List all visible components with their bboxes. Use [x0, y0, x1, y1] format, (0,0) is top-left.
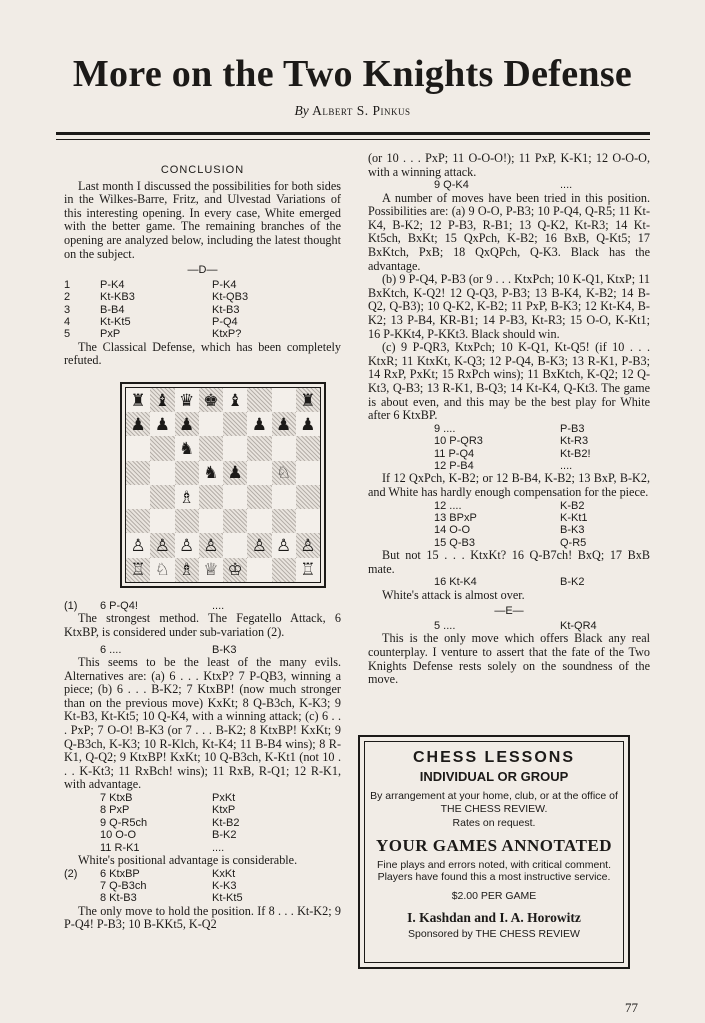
move-label: [368, 423, 404, 435]
move-label: 4: [64, 315, 71, 328]
white-move: 8 Kt-B3: [100, 892, 137, 905]
white-move: 12 P-B4: [434, 459, 474, 472]
move-label: [368, 512, 404, 524]
analysis-paragraph: The strongest method. The Fegatello Attack, 6 KtxBP, is considered under sub-variation (2).: [64, 611, 341, 639]
black-move: PxKt: [212, 791, 236, 804]
board-square: [272, 388, 296, 412]
white-move: B-B4: [100, 303, 125, 316]
ad-rates: Rates on request.: [452, 817, 536, 829]
black-move: P-K4: [212, 278, 237, 291]
move-label: 1: [64, 278, 71, 291]
board-square: ♜: [296, 388, 320, 412]
black-move: Kt-B2: [212, 816, 240, 829]
board-square: [296, 461, 320, 485]
move-label: [64, 892, 100, 904]
board-square: [272, 558, 296, 582]
white-move: 6 KtxBP: [100, 867, 140, 880]
board-square: ♕: [199, 558, 223, 582]
move-label: [368, 448, 404, 460]
black-move: B-K3: [560, 524, 585, 537]
move-label: [368, 500, 404, 512]
header-rule-thin: [56, 139, 650, 140]
ad-heading: CHESS LESSONS: [412, 749, 576, 766]
move-label: (2): [64, 867, 78, 880]
board-square: [272, 436, 296, 460]
analysis-paragraph: This seems to be the least of the many evils. Alternatives are: (a) 6 . . . KtxP? 7 P-QB3, winning a piece; (b) 6 . . . B-K2; 7 KtxBP! (now much stronger than on the previous move) KxKt; 8 Q-B3ch, K-K3; 9 Kt-B3, Kt-Kt5; 10 Q-K4, with a winning attack; (c) 6 . . . PxP; 7 O-O! B-K3 (or 7 . . . B-K2; 8 KtxBP! KxKt; 9 Q-B3ch, K-K3; 10 R-Klch, Kt-K4; 11 B-B4 wins); 8 R-K1, Q-Q2; 9 KtxBP! KxKt; 10 Q-B3ch, K-Kt1 (not 10 . . . K-Kt3; 11 RxBch! wins); 11 RxB, R-Q1; 12 R-K1, with advantage.: [64, 654, 341, 792]
white-move: 12 ....: [434, 499, 462, 512]
analysis-paragraph: But not 15 . . . KtxKt? 16 Q-B7ch! BxQ; 17 BxB mate.: [368, 548, 650, 576]
move-label: [64, 817, 100, 829]
board-square: ♟: [126, 412, 150, 436]
white-move: 14 O-O: [434, 524, 471, 537]
board-square: [126, 509, 150, 533]
move-row: [368, 500, 650, 512]
white-move: P-K4: [100, 278, 125, 291]
conclusion-heading: CONCLUSION: [160, 164, 245, 176]
board-square: ♙: [272, 533, 296, 557]
analysis-paragraph: The only move to hold the position. If 8 . . . Kt-K2; 9 P-Q4! P-B3; 10 B-KKt5, K-Q2: [64, 903, 341, 932]
left-column: [64, 162, 341, 932]
ad-subheading: INDIVIDUAL OR GROUP: [419, 769, 569, 784]
ad-text: By arrangement at your home, club, or at the office of THE CHESS REVIEW.: [370, 790, 618, 815]
board-square: [150, 436, 174, 460]
white-move: 11 R-K1: [100, 841, 140, 854]
board-square: ♟: [175, 412, 199, 436]
move-row: [368, 524, 650, 536]
black-move: KxKt: [212, 867, 236, 880]
board-square: ♝: [223, 388, 247, 412]
board-square: [247, 388, 271, 412]
move-row: [64, 291, 341, 303]
board-square: [247, 436, 271, 460]
black-move: K-B2: [560, 499, 585, 512]
board-square: ♗: [175, 558, 199, 582]
black-move: B-K2: [212, 829, 237, 842]
board-square: ♟: [272, 412, 296, 436]
move-row: [64, 328, 341, 340]
board-square: [296, 485, 320, 509]
move-list: [368, 179, 650, 191]
board-square: ♙: [126, 533, 150, 557]
move-label: 3: [64, 303, 71, 316]
board-square: ♘: [272, 461, 296, 485]
move-row: [64, 829, 341, 841]
move-label: 2: [64, 291, 71, 304]
board-square: ♗: [175, 485, 199, 509]
black-move: Kt-B2!: [560, 447, 591, 460]
board-square: ♝: [150, 388, 174, 412]
board-square: [223, 436, 247, 460]
move-list: [64, 279, 341, 341]
board-square: ♙: [199, 533, 223, 557]
section-e-heading: —E—: [494, 605, 524, 618]
black-move: ....: [212, 599, 225, 612]
move-row: [64, 304, 341, 316]
black-move: B-K2: [560, 576, 585, 589]
move-label: [64, 880, 100, 892]
move-row: [64, 817, 341, 829]
black-move: Kt-Kt5: [212, 892, 243, 905]
black-move: K-Kt1: [560, 511, 588, 524]
black-move: ....: [560, 179, 573, 192]
board-square: [199, 509, 223, 533]
chess-diagram: [120, 382, 326, 588]
white-move: Kt-KB3: [100, 291, 135, 304]
board-square: ♟: [223, 461, 247, 485]
board-square: [223, 485, 247, 509]
white-move: 6 P-Q4!: [100, 599, 138, 612]
black-move: KtxP: [212, 804, 236, 817]
move-row: [64, 804, 341, 816]
black-move: Q-R5: [560, 536, 587, 549]
black-move: Kt-R3: [560, 435, 589, 448]
analysis-paragraph: White's positional advantage is considerable.: [78, 852, 298, 867]
ad-inner-border: [364, 741, 624, 963]
article-title: More on the Two Knights Defense: [72, 53, 633, 95]
intro-paragraph: Last month I discussed the possibilities for both sides in the Wilkes-Barre, Fritz, and Ulvestad Variations of this interesting opening. In every case, White emerged with the better game. The remaining branches of the opening are analyzed below, including the latest thought on the subject.: [64, 178, 341, 261]
board-square: [126, 461, 150, 485]
white-move: Kt-Kt5: [100, 315, 131, 328]
board-square: ♘: [150, 558, 174, 582]
analysis-paragraph: This is the only move which offers Black any real counterplay. I venture to assert that the fate of the Two Knights Defense rests solely on the soundness of the move.: [368, 631, 650, 687]
black-move: Kt-QR4: [560, 619, 597, 632]
move-list: [64, 792, 341, 854]
move-row: [64, 892, 341, 904]
ad-signature: I. Kashdan and I. A. Horowitz: [407, 910, 581, 925]
move-row: [64, 880, 341, 892]
analysis-paragraph: (c) 9 P-QR3, KtxPch; 10 K-Q1, Kt-Q5! (if 10 . . . KtxR; 11 KtxKt, K-Q3; 12 P-Q4, B-K3; 13 R-K1, P-B3; 14 RxP, PxKt; 15 RxPch wins); 11 BxKtch, K-Q2; 12 Q-Kt3, Q-B3; 13 R-K1, B-Q3; 14 Kt-K4, Q-Kt3. The game is about even, and this may be the best play for White after 6 KtxBP.: [368, 340, 650, 423]
analysis-paragraph: White's attack is almost over.: [382, 587, 525, 602]
page-number: 77: [625, 1000, 638, 1015]
move-list: [368, 576, 650, 588]
board-square: [175, 461, 199, 485]
white-move: 9 Q-R5ch: [100, 816, 148, 829]
board-square: ♟: [150, 412, 174, 436]
move-row: [64, 868, 341, 880]
board-square: [247, 558, 271, 582]
move-label: [64, 804, 100, 816]
board-square: [296, 509, 320, 533]
analysis-paragraph: (b) 9 P-Q4, P-B3 (or 9 . . . KtxPch; 10 K-Q1, KtxP; 11 BxKtch, K-Q2! 12 Q-Q3, P-B3; 13 B-K4, K-B2; 14 B-Q2, Q-B3); 10 Q-K2, K-B2; 11 PxP, B-K3; 12 Kt-K4, B-K2; 13 P-B4, KR-B1; 14 P-B3, Kt-R3; 15 O-O, K-Kt1; 16 P-KKt4, P-KKt3. Black should win.: [368, 272, 650, 341]
board-square: [223, 509, 247, 533]
board-square: [199, 412, 223, 436]
white-move: 11 P-Q4: [434, 447, 475, 460]
board-square: [126, 436, 150, 460]
board-square: [223, 412, 247, 436]
move-row: [64, 792, 341, 804]
move-label: (1): [64, 599, 78, 612]
white-move: 7 Q-B3ch: [100, 879, 147, 892]
board-square: [296, 436, 320, 460]
black-move: Kt-B3: [212, 303, 240, 316]
board-square: ♚: [199, 388, 223, 412]
black-move: B-K3: [212, 643, 237, 656]
board-square: [199, 485, 223, 509]
move-label: [64, 792, 100, 804]
black-move: ....: [560, 459, 573, 472]
analysis-paragraph: A number of moves have been tried in this position. Possibilities are: (a) 9 O-O, P-B3; 10 P-Q4, Q-R5; 11 Kt-K4, B-K2; 12 P-B3, R-B1; 13 Q-K2, Kt-R3; 14 Kt-Kt5ch, BxKt; 15 QxPch, K-B2; 16 BxB, Q-Kt5; 17 BxKtch, PxB; 18 QxQPch, Q-K3. Black has the advantage.: [368, 190, 650, 273]
black-move: P-B3: [560, 422, 585, 435]
move-row: [368, 179, 650, 191]
white-move: 10 P-QR3: [434, 435, 483, 448]
board-square: [199, 436, 223, 460]
board-square: ♙: [296, 533, 320, 557]
move-row: [64, 279, 341, 291]
white-move: 5 ....: [434, 619, 456, 632]
move-list: [368, 423, 650, 473]
board-square: ♙: [247, 533, 271, 557]
white-move: 9 ....: [434, 422, 456, 435]
black-move: KtxP?: [212, 328, 242, 341]
white-move: 15 Q-B3: [434, 536, 475, 549]
board-square: ♙: [175, 533, 199, 557]
white-move: 10 O-O: [100, 829, 137, 842]
black-move: ....: [212, 841, 225, 854]
board-square: ♖: [296, 558, 320, 582]
move-row: [368, 423, 650, 435]
analysis-paragraph: (or 10 . . . PxP; 11 O-O-O!); 11 PxP, K-K1; 12 O-O-O, with a winning attack.: [368, 151, 650, 179]
ad-sponsor: Sponsored by THE CHESS REVIEW: [408, 928, 580, 940]
white-move: 13 BPxP: [434, 511, 477, 524]
board-square: [247, 461, 271, 485]
classical-defense-note: The Classical Defense, which has been completely refuted.: [64, 339, 341, 368]
white-move: 7 KtxB: [100, 791, 133, 804]
board-square: ♔: [223, 558, 247, 582]
board-square: [126, 485, 150, 509]
move-label: [368, 435, 404, 447]
board-square: [175, 509, 199, 533]
byline: [0, 103, 705, 119]
board-square: [247, 485, 271, 509]
move-row: [64, 316, 341, 328]
board-square: ♟: [296, 412, 320, 436]
move-row: [368, 448, 650, 460]
section-d-heading: —D—: [187, 264, 218, 277]
white-move: 9 Q-K4: [434, 179, 469, 192]
move-label: [368, 179, 404, 191]
chess-lessons-ad: [358, 735, 630, 969]
board-square: ♞: [175, 436, 199, 460]
board-square: ♟: [247, 412, 271, 436]
white-move: 6 ....: [100, 643, 122, 656]
ad-heading-annotated: YOUR GAMES ANNOTATED: [375, 835, 613, 855]
white-move: 8 PxP: [100, 804, 130, 817]
move-row: [368, 576, 650, 588]
move-label: [368, 524, 404, 536]
byline-prefix: By: [294, 103, 309, 118]
board-square: ♖: [126, 558, 150, 582]
ad-text: Fine plays and errors noted, with critical comment. Players have found this a most instructive service.: [376, 858, 611, 883]
board-square: [150, 509, 174, 533]
white-move: PxP: [100, 328, 121, 341]
move-label: 5: [64, 328, 71, 341]
board-square: [247, 509, 271, 533]
author-name: Albert S. Pinkus: [312, 103, 411, 118]
move-label: [64, 829, 100, 841]
move-row: [368, 512, 650, 524]
black-move: P-Q4: [212, 315, 238, 328]
board-square: [223, 533, 247, 557]
board-square: [150, 485, 174, 509]
right-column: [368, 151, 650, 687]
analysis-paragraph: If 12 QxPch, K-B2; or 12 B-B4, K-B2; 13 BxP, B-K2, and White has hardly enough compensation for the piece.: [368, 471, 650, 499]
move-label: [368, 576, 404, 588]
white-move: 16 Kt-K4: [434, 576, 477, 589]
black-move: K-K3: [212, 879, 237, 892]
chess-board: [125, 387, 321, 583]
board-square: ♜: [126, 388, 150, 412]
ad-price: $2.00 PER GAME: [451, 889, 537, 902]
board-square: [150, 461, 174, 485]
black-move: Kt-QB3: [212, 291, 249, 304]
move-row: [368, 435, 650, 447]
board-square: ♛: [175, 388, 199, 412]
board-square: ♞: [199, 461, 223, 485]
board-square: [272, 509, 296, 533]
board-square: [272, 485, 296, 509]
move-list: [368, 500, 650, 550]
move-list: [64, 868, 341, 905]
board-square: ♙: [150, 533, 174, 557]
header-rule-thick: [56, 132, 650, 135]
